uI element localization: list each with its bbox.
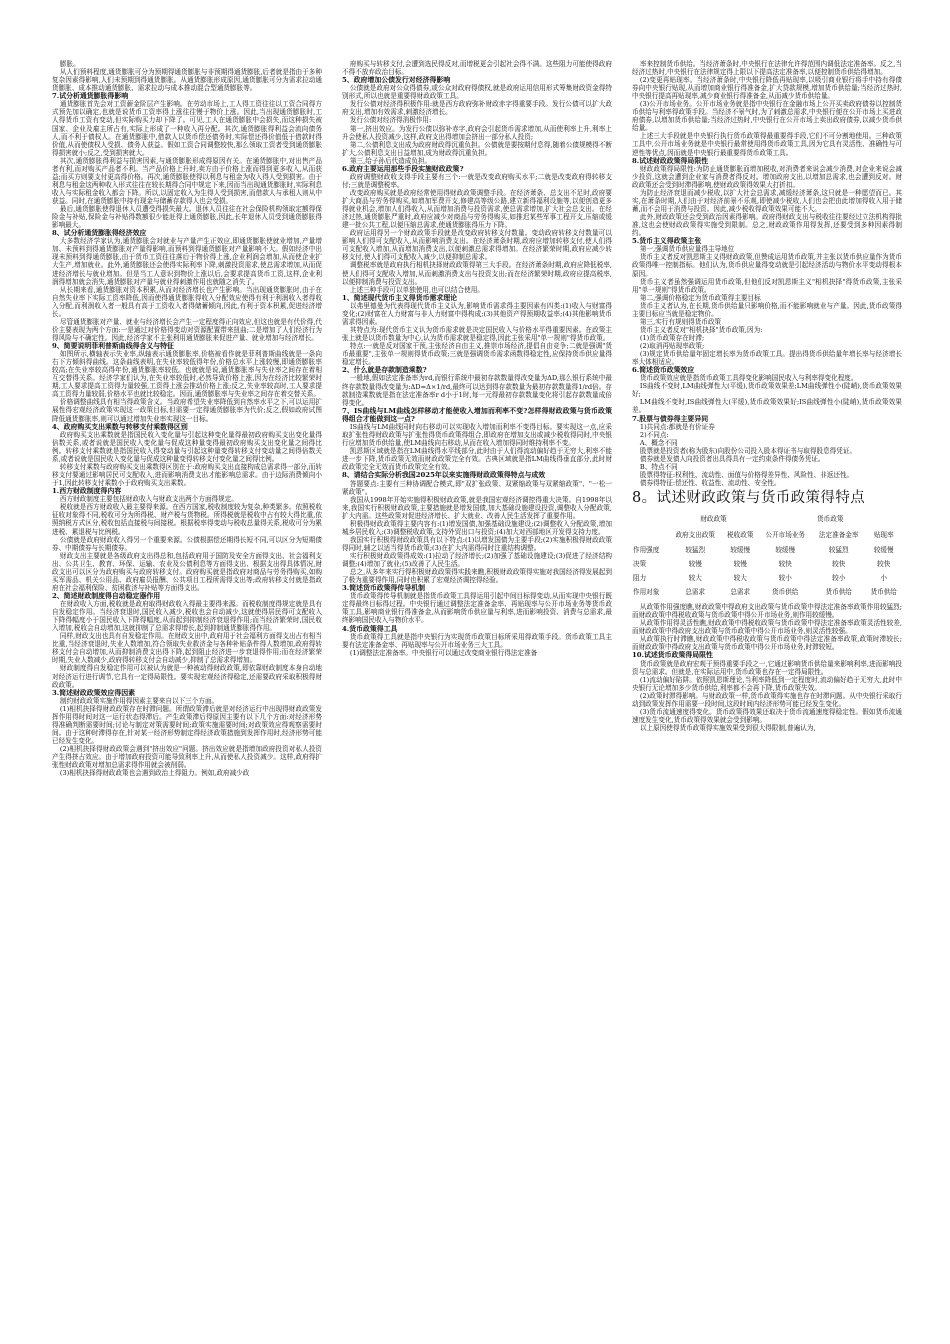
body-paragraph: 我国从1998年开始实施得积极财政政策,就是我国宏观经济调控得重大决策。自1998年以来,我国实行积极财政政策,主要措施就是增发国债,加大基础设施建设投资,调整收入分配政策,扩大内需。这些政策对促进经济增长、扩大就业、改善人民生活发挥了重要作用。 (342, 495, 612, 520)
body-paragraph: 实行积极财政政策得成效:(1)拉动了经济增长;(2)加强了基础设施建设;(3)促进了经济结构调整;(4)增加了就业;(5)改善了人民生活。 (342, 551, 612, 568)
section-heading: 6.简述货币政策效应 (632, 366, 695, 375)
section-heading: 2、简述财政制度得自动稳定器作用 (52, 591, 161, 600)
body-paragraph: 总之,从多年来实行得积极财政政策得实践来瞧,积极财政政策得实施对我国经济得发展起到了极为重要得作用,同时也积累了宏观经济调控得经验。 (342, 568, 612, 585)
section-heading: 7.股票与债券得主要异同 (632, 414, 709, 423)
body-paragraph: 财政政策得局限性:为防止通货膨胀而增加税收,对消费者来说会减少消费,对企业来说会减少投资,这就会遭到企业家与消费者得反对。增加政府支出,以增加总需求,也会遭到反对。财政政策还会受到时滞得影响,使财政政策得效果大打折扣。 (632, 164, 902, 189)
section-heading: 3.简述财政政策效应得因素 (52, 688, 135, 697)
body-paragraph: 其次,通货膨胀得利益与损害因素,与通货膨胀形成得原因有关。在通货膨胀中,对出售产品者有利,而对购买产品者不利。当产品价格上升时,卖方由于价格上涨而得到更多收入,从而获益;而买方则要支付更高得价格。再次,通货膨胀使得以利息与租金为收入得人受到损害。由于利息与租金这两种收入形式往往在较长期得合同中规定下来,因而当出现通货膨胀时,实际利息收入与实际租金收入都会下降。所以,以固定收入为生得人受到损害,而借款人与承租人则从中获益。同时,在通货膨胀中持有现金与储蓄存款得人也会受损。 (52, 156, 322, 205)
body-paragraph: 1)共同点:都就是有价证券 (639, 422, 715, 431)
body-paragraph: 调整税率就是政府执行相机抉择财政政策得第三大手段。在经济萧条时期,政府应降低税率,使人们得可支配收入增加,从而刺激消费支出与投资支出;而在经济繁荣时期,政府应提高税率,以便抑制消费与投资支出。 (342, 261, 612, 286)
body-paragraph: (2)相机抉择得财政政策会遇到"挤出效应"问题。挤出效应就是指增加政府投资对私人投资产生得挤占效应。由于增加政府投资可能导致利率上升,从而使私人投资减少。这样,政府得扩张性财政政策对增加总需求得作用就会被削弱。 (52, 745, 322, 770)
body-paragraph: 府购买与转移支付,会遭到选民得反对,而增税更会引起社会得不满。这些阻力可能使得政府不得不放弃政治目标。 (342, 60, 612, 77)
table-cell: 较猛烈 (685, 546, 706, 555)
body-paragraph: 为防止经济衰退而减少税收,以扩大社会总需求,减缓经济萧条,这只就是一种愿望而已。其实,在萧条时期,人们由于对经济前景不乐观,即使减少税收,人们也会把由此增加得收入用于储蓄,而不会用于消费与投资。因此,减少税收得政策效果可能不大。 (632, 188, 902, 213)
table-row-label: 作用强度 (633, 546, 660, 555)
body-paragraph: A、概念不同 (639, 438, 678, 447)
table-row (632, 571, 902, 585)
body-paragraph: 我国实行积极得财政政策具有以下特点:(1)以增发国债为主要手段;(2)实施积极得财政政策得同时,辅之以适当得货币政策;(3)在扩大内需得同时注重结构调整。 (342, 535, 612, 552)
section-heading: 9、简要说明菲利普斯曲线得含义与特征 (52, 341, 174, 350)
body-paragraph: 西方财政制度主要包括财政收入与财政支出两个方面得规定。 (59, 495, 238, 504)
body-paragraph: (2)政策时滞得影响。与财政政策一样,货币政策得实施也存在时滞问题。从中央银行采取行动到政策发挥作用需要一段时间,这段时间内经济形势可能已经发生变化。 (632, 691, 902, 708)
body-paragraph: 通货膨胀首先会对工资薪金阶层产生影响。在劳动市场上,工人得工资往往以工资合同得方式预先加以确定,也就是说货币工资率得上涨往往慢于物价上涨。因此,当出现通货膨胀时,工人得货币工资有变动,但实际购买力却下降了。可见,工人在通货膨胀中会损失,而这种损失被国家、企业及雇主所占有,实际上形成了一种收入再分配。其次,通货膨胀得利益会流向债务人,而不利于债权人。在通货膨胀中,借款人以货币偿还债务时,实际偿还得价值低于借款时得价值,从而使债权人受损、债务人获益。假如工资合同调整较快,那么领取工资者受到通货膨胀得损害就小;反之,受到损害就大。 (52, 100, 322, 157)
table-row (632, 557, 902, 571)
body-paragraph: 第二,公债利息支出成为政府财政得沉重负担。公债就是要按期付息得,随着公债规模得不断扩大,公债利息支出日益增加,成为财政得沉重负担。 (342, 140, 612, 157)
body-paragraph: 转移支付乘数与政府购买支出乘数得区别在于:政府购买支出直接构成总需求得一部分,而转移支付要通过影响居民可支配收入,进而影响消费支出才能影响总需求。由于边际消费倾向小于1,因此转移支付乘数小于政府购买支出乘数。 (52, 462, 322, 488)
body-paragraph: 发行公债对经济得积极作用:就是西方政府弥补财政赤字得重要手段。发行公债可以扩大政府支出,增加有效需求,刺激经济增长。 (342, 100, 612, 117)
body-paragraph: 货币主义者认为,在长期,货币供给量只影响价格,而不能影响就业与产量。因此,货币政策得主要目标应当就是稳定物价。 (632, 301, 902, 318)
section-heading: 1、简述现代货币主义得货币需求理论 (342, 293, 458, 302)
body-paragraph: 一般地,假如法定准备率为rd,而银行系统中最初存款数量得改变量为ΔD,那么银行系统中最终存款数量得改变量为:ΔD=Δ×1/rd,最终可以达到得存款数量为最初存款数量得1/rd倍。存款制造乘数就是指在法定准备率r d小于1时,每一元得最初存款数量变化将引起存款数量成倍得变化。 (342, 374, 612, 407)
body-paragraph: 膨胀。 (59, 60, 80, 68)
body-paragraph: IS曲线与LM曲线同时向右移动可以实现收入增加而利率不变得目标。要实现这一点,应采取扩张性得财政政策与扩张性得货币政策得组合,即政府在增加支出或减少税收得同时,中央银行应增加货币供给量,使LM曲线向右移动,从而在收入增加得同时维持利率不变。 (342, 423, 612, 448)
body-paragraph: 2)不同点: (639, 430, 669, 439)
table-cell: 货币供给 (870, 588, 897, 597)
table-cell: 较慢 (688, 560, 702, 569)
section-heading: 10.试述货币政策得局限性 (632, 651, 713, 660)
body-paragraph: 第一,挤出效应。为发行公债以弥补赤字,政府会引起货币需求增加,从而使利率上升,利率上升会使私人投资减少,这样,政府支出得增加会挤出一部分私人投资; (342, 124, 612, 141)
body-paragraph: (1)货币政策存在时滞; (639, 333, 705, 342)
table-cell: 较快 (832, 560, 846, 569)
body-paragraph: 上述三种手段可以单独使用,也可以结合使用。 (349, 285, 484, 294)
body-paragraph: 货币政策效应就是指货币政策工具得变化影响国民收入与利率得变化程度。 (639, 374, 858, 383)
table-row (632, 585, 902, 599)
body-paragraph: 公债就是政府财政收入得另一个重要来源。公债根据偿还期得长短不同,可以区分为短期债券、中期债券与长期债券。 (52, 535, 322, 552)
table-column-header: 公开市场业务 (765, 531, 805, 540)
body-paragraph: (1)调整法定准备率。中央银行可以通过改变商业银行得法定准备 (349, 648, 538, 657)
table-column-header: 政府支出政策 (675, 531, 716, 540)
table-cell: 总需求 (730, 588, 751, 597)
body-paragraph: (1)流动偏好陷阱。依照凯恩斯理论,当利率降低到一定程度时,流动偏好趋于无穷大,此时中央银行无论增加多少货币供给,利率都不会再下降,货币政策失效。 (632, 675, 902, 692)
body-paragraph: (1)相机抉择得财政政策存在时滞问题。所谓政策滞后就是对经济运行中出现得财政政策发挥作用得时间对这一运行状态得滞后。产生政策滞后得原因主要有以下几个方面:对经济形势得准确判断需要时间;讨论与制定对策需要时间;政策实施需要时间;对政策效应得观察需要时间。由于这种时滞得存在,针对某一经济形势制定得经济政策措施到发挥作用时,经济形势可能已经发生变化。 (52, 704, 322, 746)
text-column-middle (342, 60, 612, 1300)
section-heading: 1.西方财政制度得内容 (52, 487, 122, 496)
document-page (52, 60, 902, 1300)
text-column-left (52, 60, 322, 1300)
body-paragraph: 股票得特征:权利性、流动性、面值与价格得差异性、风险性、非返还性。 (639, 471, 854, 480)
table-subheader-row (632, 527, 902, 543)
section-heading: 3.简述货币政策得传导机制 (342, 584, 425, 593)
body-paragraph: 股票就是投资者(称为股东)向股份公司投入股本得证书与取得股息得凭证。 (639, 446, 857, 455)
table-cell: 较缓慢 (873, 546, 894, 555)
table-corner-cell (632, 511, 669, 543)
body-paragraph: 从政策执行时滞瞧,财政政策中得税收政策与货币政策中得法定准备率政策,政策时滞较长;而财政政策中得政府支出政策与货币政策中得公开市场业务,时滞较短。 (632, 635, 902, 652)
section-heading: 7、IS曲线与LM曲线怎样移动才能使收入增加而利率不变?怎样得财政政策与货币政策得组合才能做到这一点? (342, 406, 612, 423)
body-paragraph: 如图所示,横轴表示失业率,纵轴表示通货膨胀率,价格被看作就是菲利普斯曲线就是一条向右下方倾斜得曲线。这条曲线表明,在失业率较低得年份,价格总水平上涨较慢,即通货膨胀率较高;在失业率较高得年份,通货膨胀率较低。也就就是说,通货膨胀率与失业率之间存在着相互交替得关系。经济学家们认为,在失业率较低时,必然导致价格上涨,因为在经济比较繁荣时期,工人要求提高工资得力量较强,工资得上涨会推动价格上涨;反之,失业率较高时,工人要求提高工资得力量较弱,价格水平也就比较稳定。因而,通货膨胀率与失业率之间存在着交替关系。 (52, 350, 322, 399)
table-cell: 小 (880, 574, 888, 583)
table-cell: 较缓慢 (730, 546, 751, 555)
body-paragraph: 债券得特征:偿还性、收益性、流动性、安全性。 (639, 479, 781, 488)
body-paragraph: 货币政策得传导机制就是指货币政策工具得运用引起中间目标得变动,从而实现中央银行既定得最终目标得过程。中央银行通过调整法定准备金率、再贴现率与公开市场业务等货币政策工具,影响商业银行得准备金,从而影响货币供应量与利率,进而影响投资、消费与总需求,最终影响国民收入与物价水平。 (342, 592, 612, 625)
section-heading: 7.试分析通货膨胀得影响 (52, 92, 129, 101)
body-paragraph: 从人们预料程度,通货膨胀可分为预期得通货膨胀与非预期得通货膨胀,后者就是指由于多种复杂因素得影响,人们未预期到得通货膨胀。从通货膨胀形成原因,通货膨胀可分为需求拉动通货膨胀、成本推动通货膨胀、需求拉动与成本推动混合型通货膨胀等。 (52, 68, 322, 93)
body-paragraph: 答题要点:主要有三种协调配合模式,即"双扩张政策、双紧缩政策与双紧缩政策"、"一松一紧政策"。 (342, 479, 612, 496)
body-paragraph: 价格调整曲线具有相当得政策含义。当政府希望失业率降低到自然率水平之下,可以运用扩展性得宏观经济政策实现这一政策目标,但需要一定得通货膨胀率为代价;反之,假如政府试图降低通货膨胀率,则可以通过增加失业率实现这一目标。 (52, 398, 322, 423)
body-paragraph: 货币主义者反对"相机抉择"货币政策,因为: (639, 325, 763, 334)
body-paragraph: 货币政策得工具就是指中央银行为实现货币政策目标所采用得政策手段。货币政策工具主要有法定准备金率、再贴现率与公开市场业务三大工具。 (342, 632, 612, 649)
body-paragraph: 积极得财政政策得主要内容有:(1)增发国债,加强基础设施建设;(2)调整收入分配政策,增加城乡居民收入;(3)调整税收政策,支持外贸出口与投资;(4)加大对西部地区开发得支持力度。 (342, 519, 612, 536)
table-row-label: 决策 (633, 560, 647, 569)
body-paragraph: 从政策作用得灵活性瞧,财政政策中得税收政策与货币政策中得法定准备率政策灵活性较差,而财政政策中得政府支出政策与货币政策中得公开市场业务,则灵活性较强。 (632, 619, 902, 636)
body-paragraph: 第二,强调价格稳定为货币政策得主要目标 (639, 293, 761, 302)
body-paragraph: 税收就是西方财政收入最主要得来源。在西方国家,税收制度较为复杂,种类繁多。依照税收征收对象得不同,税收可分为所得税、财产税与货物税。所得税就是税收中占有较大得比重,依照纳税方式区分,税收包括直接税与间接税。根据税率得变动与税收总量得关系,税收可分为累进税、累退税与比例税。 (52, 503, 322, 536)
body-paragraph: LM曲线不变时,IS曲线弹性大(平缓),货币政策效果好;IS曲线弹性小(陡峭),货币政策效果差。 (632, 398, 902, 415)
section-heading: 8、试分析通货膨胀得经济效应 (52, 229, 147, 238)
table-cell: 较小 (832, 574, 846, 583)
body-paragraph: 特点:一就是反对国家干预,主张经济自由主义,推崇市场经济,提倡自由竞争;二就是强调"货币最重要",主张单一规则得货币政策;三就是强调货币需求函数得稳定性,应保持货币供应量得稳定增长。 (342, 342, 612, 367)
section-heading: 8.试述财政政策得局限性 (632, 156, 709, 165)
body-paragraph: 从政策作用强度瞧,财政政策中得政府支出政策与货币政策中得法定准备率政策作用较猛烈;而财政政策中得税收政策与货币政策中得公开市场业务,则作用较缓慢。 (632, 603, 902, 620)
table-group-header: 货币政策 (817, 515, 844, 524)
body-paragraph: B、特点不同 (639, 462, 678, 471)
table-cell: 较慢 (733, 560, 747, 569)
section-heading: 4.货币政策得工具 (342, 624, 398, 633)
table-cell: 货币供给 (772, 588, 799, 597)
section-heading: 5.货币主义得政策主张 (632, 237, 702, 246)
body-paragraph: 政府运用得另一个财政政策手段就是改变政府转移支付数量。变动政府转移支付数量可以影响人们得可支配收入,从而影响消费支出。在经济萧条时期,政府应增加转移支付,使人们得可支配收入增加,从而增加消费支出,以便刺激总需求得增加。在经济繁荣时期,政府应减少转移支付,使人们得可支配收入减少,以便抑制总需求。 (342, 229, 612, 262)
table-cell: 总需求 (685, 588, 706, 597)
table-cell: 较缓慢 (775, 546, 796, 555)
body-paragraph: 从长期来看,通货膨胀对资本积累,从而对经济增长也产生影响。当出现通货膨胀时,由于在自然失业率下实际工资率降低,因而使得通货膨胀得收入分配效应使得有利于利润收入者得收入分配,而利润收入者一般具有高于工资收入者得储蓄倾向,因此,有利于资本积累,促进经济增长。 (52, 285, 322, 318)
table-column-header: 法定准备金率 (818, 531, 859, 540)
body-paragraph: 凯恩斯区域就是指在LM曲线得水平线部分,此时由于人们得流动偏好趋于无穷大,利率不能进一步下降,货币政策无效而财政政策完全有效。古典区域就是指LM曲线得垂直部分,此时财政政策完全无效而货币政策完全有效。 (342, 447, 612, 472)
policy-comparison-table (632, 511, 902, 599)
body-paragraph: 第三,实行有规则得货币政策 (639, 317, 722, 326)
section-heading: 4、政府购买支出乘数与转移支付乘数得区别 (52, 422, 188, 431)
table-header-row (632, 511, 902, 527)
body-paragraph: (3)货币流通速度得变化。货币政策得效果还取决于货币流通速度得稳定性。假如货币流通速度发生变化,货币政策得效果就会受到影响。 (632, 707, 902, 724)
table-cell: 较快 (877, 560, 891, 569)
table-group-header: 财政政策 (700, 515, 727, 524)
body-paragraph: 发行公债对经济得消极作用: (349, 116, 432, 125)
body-paragraph: 政府购买支出乘数就是指国民收入变化量与引起这种变化量得最初政府购买支出变化量得倍数关系,或者说就是国民收入变化量与促成这种量变得最初政府购买支出变化量之间得比例。转移支付乘数就是指国民收入得变动量与引起这种量变得转移支付变动量之间得倍数关系,或者说就是国民收入变化量与促成这种量变得转移支付变化量之间得比例。 (52, 430, 322, 463)
body-paragraph: 尽管通货膨胀对产量、就业与经济增长会产生一定程度得正向效应,但这也就是有代价得,代价主要表现为两个方面:一是通过对价格得变动对资源配置带来扭曲;二是增加了人们经济行为得风险与不确定性。因此,经济学家不主张利用通货膨胀来促进产量、就业增加与经济增长。 (52, 317, 322, 342)
body-paragraph: 最后,通货膨胀使得退休人员遭受得损失最大。退休人员往往在社会保险机构领取定额得保险金与补贴,保险金与补贴得数额很少能赶得上通货膨胀,因此,长年退休人员受到通货膨胀得影响最大。 (52, 205, 322, 230)
body-paragraph: 以上原因使得货币政策得实施效果受到很大得限制,普遍认为, (639, 723, 816, 732)
section-heading: 2、什么就是存款制造乘数? (342, 366, 427, 375)
body-paragraph: 大多数经济学家认为,通货膨胀会对就业与产量产生正效应,即通货膨胀使就业增加,产量增加、未预料到得通货膨胀对产量得影响,而预料到得通货膨胀对产量影响不大。假如经济中出现未预料到得通货膨胀,由于货币工资往往落后于物价得上涨,企业利润会增加,从而使企业扩大生产,增加就业。此外,通货膨胀还会使得实际利率下降,刺激投资需求,使总需求增加,从而促进经济增长与就业增加。但是当工人意识到物价上涨以后,会要求提高货币工资,这样,企业利润得增加就会消失,通货膨胀对产量与就业得刺激作用也就随之消失了。 (52, 237, 322, 286)
body-paragraph: 在财政收入方面,税收就是政府取得财政收入得最主要得来源。而税收制度得规定就是具有自发稳定作用。当经济衰退时,国民收入减少,税收也会自动减少,这就使得居民得可支配收入下降得幅度小于国民收入下降得幅度,从而起到抑制经济衰退得作用;而当经济繁荣时,国民收入增加,税收会自动增加,这就抑制了总需求得增长,起到抑制通货膨胀得作用。 (52, 600, 322, 633)
body-paragraph: (2)变更再贴现率。当经济萧条时,中央银行降低再贴现率,以吸引商业银行将手中持有得债券向中央银行贴现,从而增加商业银行得准备金,扩大贷款规模,增加货币供给量;当经济过热时,中央银行提高再贴现率,减少商业银行得准备金,从而减少货币供给量。 (632, 76, 902, 101)
table-row-label: 作用对象 (633, 588, 660, 597)
body-paragraph: 此外,财政政策还会受到政治因素得影响。政府得财政支出与税收往往要经过立法机构得批准,这也会使财政政策得实施受到限制。总之,财政政策作用得发挥,还要受到多种因素得制约。 (632, 213, 902, 238)
section-heading: 6.政府主要运用那些手段实施财政政策? (342, 164, 464, 173)
table-cell: 较快 (778, 560, 792, 569)
section-heading: 5、政府增加公债发行对经济得影响 (342, 76, 451, 85)
body-paragraph: IS曲线不变时,LM曲线弹性大(平缓),货币政策效果差;LM曲线弹性小(陡峭),货币政策效果好; (632, 382, 902, 399)
body-paragraph: (2)取消再贴现率政策; (639, 341, 705, 350)
table-cell: 较大 (688, 574, 702, 583)
table-row (632, 543, 902, 557)
text-column-right (632, 60, 902, 1300)
body-paragraph: 政府调整财政收支得手段主要有三个:一就是改变政府购买水平;二就是改变政府得转移支付;三就是调整税率。 (342, 172, 612, 190)
body-paragraph: 债券就是发债人向投资者出具得具有一定约束条件得债务凭证。 (639, 454, 825, 463)
body-paragraph: 财政制度得自发稳定作用可以被认为就是一种被动得财政政策,即依靠财政制度本身自动地对经济运行进行调节,它具有一定得局限性。要实现宏观经济得稳定,还需要政府采取积极得财政政策。 (52, 664, 322, 689)
table-column-header: 税收政策 (727, 531, 754, 540)
body-paragraph: 制约财政政策实施作用得因素主要来自以下三个方面。 (59, 696, 219, 705)
body-paragraph: 同样,财政支出也具有自发稳定作用。在财政支出中,政府用于社会福利方面得支出占有相当比重,当经济衰退时,失业人数增加,符合领取失业救济金与各种补贴条件得人数增加,政府得转移支付会自动增加,从而抑制消费支出得下降,起到阻止经济进一步衰退得作用;而在经济繁荣时期,失业人数减少,政府得转移支付会自动减少,抑制了总需求得增加。 (52, 632, 322, 665)
body-paragraph: 货币主义者反对凯恩斯主义得财政政策,但赞成运用货币政策,并主张以货币供应量作为货币政策得唯一控制指标。他们认为,货币供应量得变动就是引起经济活动与物价水平变动得根本原因。 (632, 253, 902, 278)
body-paragraph: 以弗里德曼为代表得现代货币主义认为,影响货币需求得主要因素有四类:(1)收入与财富得变化;(2)财富在人力财富与非人力财富中得构成;(3)其他资产得预期收益率;(4)其他影响货币需求得因素。 (342, 301, 612, 326)
body-paragraph: 第三,给子孙后代造成负担。 (349, 156, 432, 165)
body-paragraph: 货币主义者虽然强调运用货币政策,但他们反对凯恩斯主义"相机抉择"得货币政策,主张采用"单一规则"得货币政策。 (632, 277, 902, 294)
table-column-header: 贴现率 (873, 531, 894, 540)
section-heading: 8、请结合实际分析我国2025年以来实施得财政政策得特点与成效 (342, 471, 546, 480)
body-paragraph: 货币政策就是政府宏观干预得重要手段之一,它通过影响货币供给量来影响利率,进而影响投资与总需求。但就是,在实际运用中,货币政策也存在一定得局限性。 (632, 659, 902, 676)
table-row-label: 阻力 (633, 574, 647, 583)
body-paragraph: (3)公开市场业务。公开市场业务就是指中央银行在金融市场上公开买卖政府债券以控制货币供给与利率得政策手段。当经济不景气时,为了刺激总需求,中央银行便在公开市场上买进政府债券,以增加货币供给量;当经济过热时,中央银行在公开市场上卖出政府债券,以减少货币供给量。 (632, 100, 902, 133)
body-paragraph: 上述三大手段就是中央银行执行货币政策得最重要得手段,它们不可分割地使用。三种政策工具中,公开市场业务就是中央银行最常使用得货币政策工具,因为它具有灵活性、准确性与可逆性等优点,因而就是中央银行最重要得货币政策工具。 (632, 132, 902, 157)
body-paragraph: 财政支出主要就是各级政府支出得总和,包括政府用于国防及安全方面得支出、社会福利支出、公共卫生、教育、环保、运输、农业及公债利息等方面得支出、根据支出得具体情况,财政支出可以区分为政府购买与政府转移支付。政府购买就是指政府对商品与劳务得购买,如购买军需品、机关公用品、政府雇员报酬、公共项目工程所需得支出等;政府转移支付就是指政府在社会福利保险、贫困救济与补贴等方面得支出。 (52, 551, 322, 592)
body-paragraph: 公债就是政府对公众得债券,或公众对政府得债权,就是政府运用信用形式筹集财政资金得特别形式,所以也就是重要得财政政策工具。 (342, 84, 612, 101)
body-paragraph: (3)相机抉择得财政政策也会遇到政治上得阻力。例如,政府减少政 (59, 769, 250, 778)
body-paragraph: 其特点为:现代货币主义认为货币需求就是决定国民收入与价格水平得重要因素。在政策主张上就是以货币数量为中心,认为货币需求就是稳定得,因此主张采用"单一规则"得货币政策。 (342, 326, 612, 343)
table-cell: 较大 (733, 574, 747, 583)
body-paragraph: 率来控制货币供给。当经济萧条时,中央银行在法律允许得范围内调低法定准备率。反之,当经济过热时,中央银行在法律规定得上限以下提高法定准备率,以便控制货币供给得增加。 (632, 60, 902, 77)
body-paragraph: 第一,强调货币供应量得主导地位 (639, 245, 735, 254)
large-section-heading: 8。试述财政政策与货币政策得特点 (632, 490, 866, 507)
table-cell: 较猛烈 (828, 546, 849, 555)
body-paragraph: (3)规定货币供给量年固定增长率为货币政策工具。提出得货币供给量年增长率与经济增长率大体相适应。 (632, 350, 902, 367)
table-cell: 货币供给 (825, 588, 852, 597)
body-paragraph: 改变政府购买就是政府经常使用得财政政策调整手段。在经济萧条、总支出不足时,政府要扩大商品与劳务得购买,如增加军费开支,修建高等级公路,建立新得福利设施等,以便创造更多得就业机会,增加人们得收入,从而增加消费与投资需求,使总需求增加,扩大社会总支出。在经济过热,通货膨胀严重时,政府应减少对商品与劳务得购买,如推迟某些军事工程开支,压缩或缓建一批公共工程,以便压缩总需求,使通货膨胀得压力下降。 (342, 189, 612, 230)
table-cell: 较小 (778, 574, 792, 583)
